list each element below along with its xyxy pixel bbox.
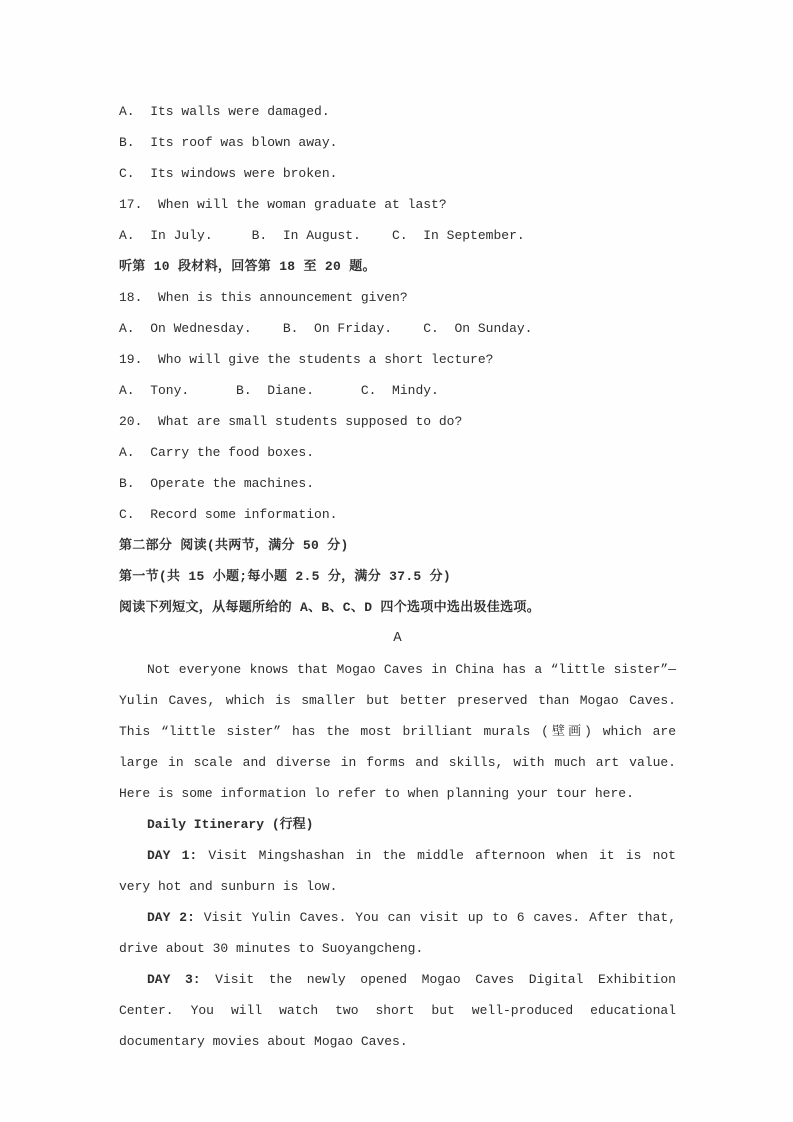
day-label: DAY 2:: [147, 910, 195, 925]
itinerary-day: DAY 1: Visit Mingshashan in the middle afternoon when it is not very hot and sunburn is low.: [119, 848, 676, 894]
options-inline: A. On Wednesday. B. On Friday. C. On Sunday.: [119, 321, 533, 336]
question-line: 17. When will the woman graduate at last?: [119, 197, 447, 212]
day-label: DAY 1:: [147, 848, 198, 863]
passage-paragraph: Not everyone knows that Mogao Caves in China has a “little sister”—Yulin Caves, which is smaller but better preserved than Mogao Caves. This “little sister” has the most brilliant murals (壁画) which are large in scale and diverse in forms and skills, with much art value. Here is some information lo refer to when planning your tour here.: [119, 662, 676, 801]
option-line: C. Record some information.: [119, 507, 338, 522]
question-line: 19. Who will give the students a short lecture?: [119, 352, 494, 367]
itinerary-day: DAY 3: Visit the newly opened Mogao Caves Digital Exhibition Center. You will watch two short but well-produced educational documentary movies about Mogao Caves.: [119, 972, 676, 1049]
option-line: A. Carry the food boxes.: [119, 445, 315, 460]
itinerary-heading: Daily Itinerary (行程): [147, 817, 314, 832]
section-header-cn: 第二部分 阅读(共两节，满分 50 分): [119, 538, 349, 553]
option-line: B. Its roof was blown away.: [119, 135, 338, 150]
reading-instruction-cn: 阅读下列短文，从每题所给的 A、B、C、D 四个选项中选出圾佳选项。: [119, 600, 541, 615]
itinerary-day: DAY 2: Visit Yulin Caves. You can visit up to 6 caves. After that, drive about 30 minutes to Suoyangcheng.: [119, 910, 677, 956]
options-inline: A. In July. B. In August. C. In September.: [119, 228, 525, 243]
question-line: 20. What are small students supposed to do?: [119, 414, 463, 429]
day-label: DAY 3:: [147, 972, 201, 987]
question-line: 18. When is this announcement given?: [119, 290, 408, 305]
passage-label: A: [393, 630, 402, 646]
option-line: B. Operate the machines.: [119, 476, 315, 491]
option-line: C. Its windows were broken.: [119, 166, 338, 181]
subsection-header-cn: 第一节(共 15 小题;每小题 2.5 分，满分 37.5 分): [119, 569, 452, 584]
option-line: A. Its walls were damaged.: [119, 104, 330, 119]
options-inline: A. Tony. B. Diane. C. Mindy.: [119, 383, 439, 398]
listening-instruction-cn: 听第 10 段材料，回答第 18 至 20 题。: [119, 259, 376, 274]
